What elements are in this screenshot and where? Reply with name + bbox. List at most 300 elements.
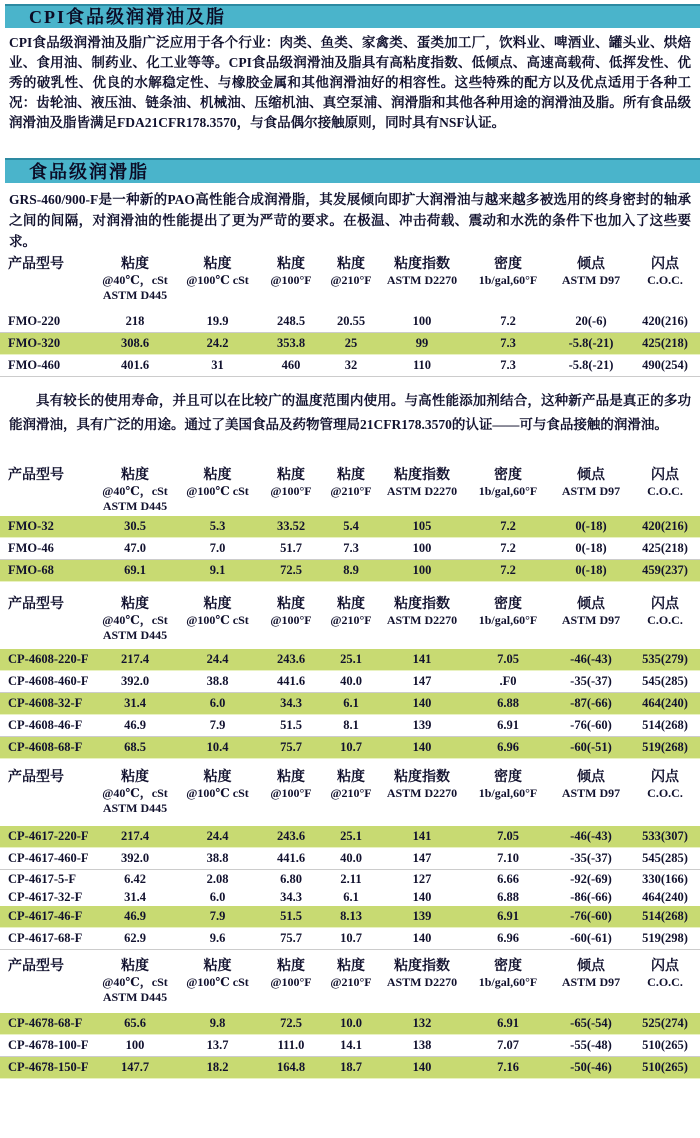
spec-value: 110 [412,358,432,372]
spec-value: 31 [211,358,224,372]
table-header-row [0,256,700,303]
spec-value: 147 [412,674,432,688]
column-header-subtitle: 1b/gal,60°F [478,975,538,989]
column-header-title: 倾点 [577,597,605,612]
column-header-subtitle: 1b/gal,60°F [478,484,538,498]
product-model: CP-4678-150-F [8,1060,89,1074]
column-header [95,467,175,514]
spec-value: -65(-54) [570,1016,612,1030]
table-row [0,848,700,870]
spec-value: 2.11 [340,871,362,886]
spec-value: 105 [412,519,432,533]
spec-value: 6.91 [497,909,519,923]
spec-value: 140 [412,1060,432,1074]
spec-value: 510(265) [642,1038,688,1052]
column-header-subtitle: @100°F [270,975,312,989]
table-row [0,355,700,377]
column-header-title: 密度 [494,770,522,785]
section-title-text: CPI食品级润滑油及脂 [29,7,226,27]
table-row [0,870,700,888]
column-header-title: 倾点 [577,257,605,272]
column-header-product-model: 产品型号 [8,468,64,483]
column-header [380,256,464,288]
spec-value: 459(237) [642,563,688,577]
column-header-title: 密度 [494,468,522,483]
spec-value: 34.3 [280,696,302,710]
cpi-intro-paragraph: CPI食品级润滑油及脂广泛应用于各个行业：肉类、鱼类、家禽类、蛋类加工厂，饮料业、啤酒业、罐头业、烘焙业、食用油、制药业、化工业等等。CPI食品级润滑油及脂具有高粘度指数、低倾点、高速高载荷、低挥发性、优秀的破乳性、优良的水解稳定性、与橡胶金属和其他润滑油好的相容性。这些特殊的配方以及优点适用于各种工况：齿轮油、液压油、链条油、机械油、压缩机油、真空泵浦、润滑脂和其他各种用途的润滑油及脂。所有食品级润滑油及脂皆满足FDA21CFR178.3570，与食品偶尔接触原则，同时具有NSF认证。 [9,35,691,130]
table-header-row [0,769,700,816]
spec-value: 47.0 [124,541,146,555]
spec-table-cp-4608 [0,596,700,759]
spec-value: 141 [412,829,432,843]
product-model: CP-4617-68-F [8,931,83,945]
column-header [464,958,552,990]
column-header-title: 密度 [494,959,522,974]
spec-value: 519(268) [642,740,688,754]
column-header-subtitle: ASTM D97 [561,613,621,627]
column-header [95,958,175,1005]
table-header-row [0,467,700,514]
table-row [0,1057,700,1079]
column-header-title: 密度 [494,597,522,612]
spec-table-fmo-low [0,467,700,582]
column-header-title: 粘度指数 [394,257,450,272]
spec-value: 7.0 [209,541,226,555]
column-header [260,256,322,288]
spec-value: 7.2 [500,541,516,555]
spec-value: 248.5 [276,314,306,328]
column-header-subtitle: @210°F [330,273,372,287]
spec-value: 141 [412,652,432,666]
column-header-title: 粘度 [203,597,232,612]
spec-value: 7.10 [497,851,519,865]
column-header-subtitle: @210°F [330,484,372,498]
spec-value: 6.1 [343,889,359,904]
table-row [0,671,700,693]
table-row [0,333,700,355]
spec-value: -60(-51) [570,740,612,754]
table-row [0,693,700,715]
product-model: CP-4617-46-F [8,909,83,923]
column-header [630,958,700,990]
spec-value: 308.6 [120,336,150,350]
column-header-product-model: 产品型号 [8,959,64,974]
spec-value: 6.0 [209,889,226,904]
spec-value: 18.7 [340,1060,362,1074]
spec-value: 147 [412,851,432,865]
spec-value: -76(-60) [570,909,612,923]
spec-value: 420(216) [642,314,688,328]
column-header-title: 闪点 [651,597,679,612]
column-header-title: 倾点 [577,959,605,974]
column-header-subtitle: ASTM D445 [102,288,168,302]
spec-value: -55(-48) [570,1038,612,1052]
spec-table-fmo-high [0,256,700,377]
column-header [175,958,260,990]
spec-value: -5.8(-21) [568,336,614,350]
spec-value: 7.3 [500,358,516,372]
column-header [175,467,260,499]
spec-value: 510(265) [642,1060,688,1074]
column-header-title: 闪点 [651,468,679,483]
spec-value: 6.88 [497,889,519,904]
column-header-subtitle: C.O.C. [647,786,683,800]
spec-value: -5.8(-21) [568,358,614,372]
product-model: CP-4608-460-F [8,674,89,688]
spec-value: 392.0 [120,674,150,688]
product-model: CP-4608-220-F [8,652,89,666]
product-model: CP-4608-32-F [8,696,83,710]
spec-value: 24.4 [206,829,229,843]
spec-value: 132 [412,1016,432,1030]
product-model: FMO-220 [8,314,61,328]
table-row [0,649,700,671]
spec-value: -50(-46) [570,1060,612,1074]
spec-value: 7.9 [209,909,226,923]
column-header-title: 粘度指数 [394,468,450,483]
spec-value: 7.3 [343,541,359,555]
column-header-title: 粘度 [277,959,305,974]
column-header [95,256,175,303]
column-header-subtitle: @100℃ cSt [186,786,249,800]
product-model: FMO-320 [8,336,61,350]
spec-value: 420(216) [642,519,688,533]
column-header-subtitle: ASTM D97 [561,975,621,989]
column-header-title: 粘度 [337,959,365,974]
spec-value: 19.9 [206,314,229,328]
column-header-title: 密度 [494,257,522,272]
spec-value: 441.6 [276,851,306,865]
table-row [0,560,700,582]
spec-value: 127 [412,871,432,886]
spec-value: 100 [412,563,432,577]
spec-value: 75.7 [280,931,302,945]
spec-value: 38.8 [206,674,229,688]
spec-value: 8.9 [343,563,359,577]
column-header-subtitle: C.O.C. [647,975,683,989]
spec-value: 533(307) [642,829,688,843]
table-row [0,888,700,906]
spec-value: 140 [412,696,432,710]
product-model: CP-4617-32-F [8,889,83,904]
column-header [552,256,630,288]
spec-value: 9.6 [209,931,226,945]
spec-value: 6.96 [497,740,519,754]
column-header-title: 粘度 [337,468,365,483]
grease-intro-paragraph: GRS-460/900-F是一种新的PAO高性能合成润滑脂，其发展倾向即扩大润滑油与越来越多被选用的终身密封的轴承之间的间隔，对润滑油的性能提出了更为严苛的要求。在极温、冲击荷载、震动和水洗的条件下也加入了这些要求。 [9,192,691,249]
column-header [260,769,322,801]
spec-value: 5.4 [343,519,359,533]
column-header [380,958,464,990]
spec-value: 6.0 [209,696,226,710]
column-header-subtitle: @100℃ cSt [186,273,249,287]
spec-value: 6.96 [497,931,519,945]
column-header-subtitle: 1b/gal,60°F [478,786,538,800]
column-header-title: 粘度指数 [394,770,450,785]
spec-value: 9.1 [209,563,226,577]
table-row [0,538,700,560]
product-model: CP-4678-100-F [8,1038,89,1052]
spec-value: 514(268) [642,718,688,732]
column-header [630,769,700,801]
column-header-subtitle: @100℃ cSt [186,613,249,627]
spec-value: 6.91 [497,718,519,732]
column-header-title: 粘度 [203,959,232,974]
column-header [380,467,464,499]
column-header-subtitle: @100℃ cSt [186,975,249,989]
spec-value: 20.55 [336,314,366,328]
spec-value: 140 [412,931,432,945]
column-header [464,769,552,801]
column-header [322,769,380,801]
spec-value: 40.0 [340,674,362,688]
column-header [552,467,630,499]
column-header-subtitle: @100°F [270,484,312,498]
spec-value: 460 [281,358,301,372]
spec-value: 243.6 [276,652,306,666]
table-row [0,928,700,950]
column-header [260,958,322,990]
table-row [0,826,700,848]
spec-value: 353.8 [276,336,306,350]
column-header [322,958,380,990]
column-header-subtitle: ASTM D2270 [386,273,458,287]
spec-value: 138 [412,1038,432,1052]
table-row [0,737,700,759]
product-model: CP-4608-46-F [8,718,83,732]
column-header-subtitle: @40℃，cSt [102,786,168,800]
section-title-text: 食品级润滑脂 [29,162,149,182]
spec-value: 425(218) [642,336,688,350]
column-header [322,256,380,288]
spec-value: 6.88 [497,696,519,710]
spec-value: 535(279) [642,652,688,666]
column-header-subtitle: ASTM D97 [561,484,621,498]
spec-value: -92(-69) [570,871,612,886]
section-title-food-grease [5,158,700,183]
column-header-subtitle: @40℃，cSt [102,273,168,287]
table-header-row [0,958,700,1005]
column-header-subtitle: 1b/gal,60°F [478,273,538,287]
spec-value: -46(-43) [570,652,612,666]
spec-value: 111.0 [277,1038,305,1052]
column-header-subtitle: @100℃ cSt [186,484,249,498]
spec-value: 18.2 [206,1060,229,1074]
spec-value: 25.1 [340,652,362,666]
spec-value: 65.6 [124,1016,146,1030]
column-header-subtitle: @40℃，cSt [102,613,168,627]
column-header-subtitle: C.O.C. [647,273,683,287]
spec-value: 31.4 [124,696,146,710]
spec-value: 490(254) [642,358,688,372]
spec-value: -60(-61) [570,931,612,945]
column-header [175,596,260,628]
column-header-subtitle: C.O.C. [647,484,683,498]
column-header-product-model: 产品型号 [8,770,64,785]
spec-value: 72.5 [280,1016,302,1030]
spec-value: 218 [125,314,145,328]
spec-value: -35(-37) [570,851,612,865]
column-header-subtitle: @40℃，cSt [102,484,168,498]
spec-value: 441.6 [276,674,306,688]
column-header [552,596,630,628]
spec-value: 8.1 [343,718,359,732]
column-header-title: 粘度 [337,257,365,272]
spec-value: 62.9 [124,931,146,945]
product-model: CP-4608-68-F [8,740,83,754]
spec-value: 33.52 [276,519,306,533]
spec-value: 519(298) [642,931,688,945]
table-row [0,1035,700,1057]
spec-value: 6.80 [280,871,302,886]
spec-value: 46.9 [124,718,146,732]
column-header-product-model: 产品型号 [8,257,64,272]
spec-value: -35(-37) [570,674,612,688]
spec-value: 68.5 [124,740,146,754]
spec-value: 140 [412,889,432,904]
column-header-subtitle: @100°F [270,613,312,627]
spec-value: 139 [412,909,432,923]
spec-value: 100 [412,541,432,555]
column-header-title: 粘度 [203,468,232,483]
column-header-title: 粘度 [121,468,149,483]
column-header-title: 倾点 [577,468,605,483]
column-header-subtitle: @100°F [270,786,312,800]
column-header [464,467,552,499]
spec-value: 7.2 [500,314,516,328]
spec-value: 139 [412,718,432,732]
column-header [630,467,700,499]
spec-value: 100 [412,314,432,328]
spec-value: 5.3 [209,519,226,533]
column-header-title: 闪点 [651,959,679,974]
spec-value: 7.9 [209,718,226,732]
spec-value: 7.05 [497,652,519,666]
spec-table-cp-4678 [0,958,700,1079]
spec-value: 20(-6) [575,314,607,328]
spec-value: 7.07 [497,1038,519,1052]
table-row [0,715,700,737]
column-header-title: 闪点 [651,770,679,785]
spec-value: 7.05 [497,829,519,843]
column-header [95,596,175,643]
spec-value: 392.0 [120,851,150,865]
spec-value: 51.7 [280,541,302,555]
column-header-title: 粘度 [337,770,365,785]
spec-value: 8.13 [340,909,362,923]
spec-value: 24.4 [206,652,229,666]
column-header-subtitle: @100°F [270,273,312,287]
spec-value: 243.6 [276,829,306,843]
column-header-subtitle: ASTM D445 [102,499,168,513]
page [0,4,700,1079]
product-model: FMO-68 [8,563,54,577]
spec-value: 164.8 [276,1060,306,1074]
column-header [260,467,322,499]
table-row [0,1013,700,1035]
spec-value: 25 [344,336,358,350]
column-header-title: 粘度 [121,597,149,612]
spec-value: 32 [344,358,358,372]
fmo-note-paragraph: 具有较长的使用寿命，并且可以在比较广的温度范围内使用。与高性能添加剂结合，这种新产品是真正的多功能润滑油，具有广泛的用途。通过了美国食品及药物管理局21CFR178.3570的认证——可与食品接触的润滑油。 [9,393,691,432]
product-model: CP-4617-220-F [8,829,89,843]
column-header-title: 粘度 [121,959,149,974]
column-header-title: 粘度 [121,770,149,785]
spec-value: 10.7 [340,740,362,754]
column-header-subtitle: 1b/gal,60°F [478,613,538,627]
spec-value: 7.16 [497,1060,519,1074]
column-header-title: 粘度 [277,597,305,612]
spec-value: 25.1 [340,829,362,843]
spec-value: 7.3 [500,336,516,350]
table-row [0,906,700,928]
spec-value: 464(240) [642,696,688,710]
spec-value: 13.7 [206,1038,229,1052]
spec-value: 14.1 [340,1038,362,1052]
column-header-title: 粘度 [277,257,305,272]
column-header-subtitle: @210°F [330,786,372,800]
spec-value: 2.08 [206,871,229,886]
column-header-subtitle: ASTM D2270 [386,975,458,989]
column-header-title: 粘度 [277,770,305,785]
column-header-title: 粘度 [121,257,149,272]
spec-value: 10.4 [206,740,229,754]
product-model: FMO-460 [8,358,61,372]
column-header [630,256,700,288]
column-header-title: 倾点 [577,770,605,785]
spec-table-cp-4617 [0,769,700,950]
spec-value: -86(-66) [570,889,612,904]
spec-value: 545(285) [642,851,688,865]
spec-value: 545(285) [642,674,688,688]
column-header-title: 粘度 [277,468,305,483]
spec-value: 69.1 [124,563,146,577]
spec-value: 10.7 [340,931,362,945]
product-model: CP-4617-460-F [8,851,89,865]
spec-value: -46(-43) [570,829,612,843]
spec-value: 217.4 [120,652,150,666]
column-header-subtitle: @210°F [330,975,372,989]
spec-value: -76(-60) [570,718,612,732]
column-header-subtitle: ASTM D445 [102,990,168,1004]
column-header [464,596,552,628]
spec-value: .F0 [499,674,517,688]
spec-value: 401.6 [120,358,150,372]
column-header-subtitle: ASTM D445 [102,801,168,815]
product-model: CP-4617-5-F [8,871,77,886]
column-header [464,256,552,288]
column-header [552,769,630,801]
spec-value: 46.9 [124,909,146,923]
spec-value: 0(-18) [575,563,607,577]
spec-value: 6.66 [497,871,519,886]
spec-value: 51.5 [280,909,302,923]
spec-value: 38.8 [206,851,229,865]
spec-value: 7.2 [500,563,516,577]
spec-value: 9.8 [209,1016,226,1030]
table-row [0,516,700,538]
column-header-title: 粘度 [203,257,232,272]
column-header [175,769,260,801]
spec-value: 6.42 [124,871,146,886]
column-header [380,769,464,801]
spec-value: 99 [415,336,429,350]
spec-value: 6.1 [343,696,359,710]
column-header [380,596,464,628]
column-header [630,596,700,628]
table-header-row [0,596,700,643]
column-header [322,467,380,499]
